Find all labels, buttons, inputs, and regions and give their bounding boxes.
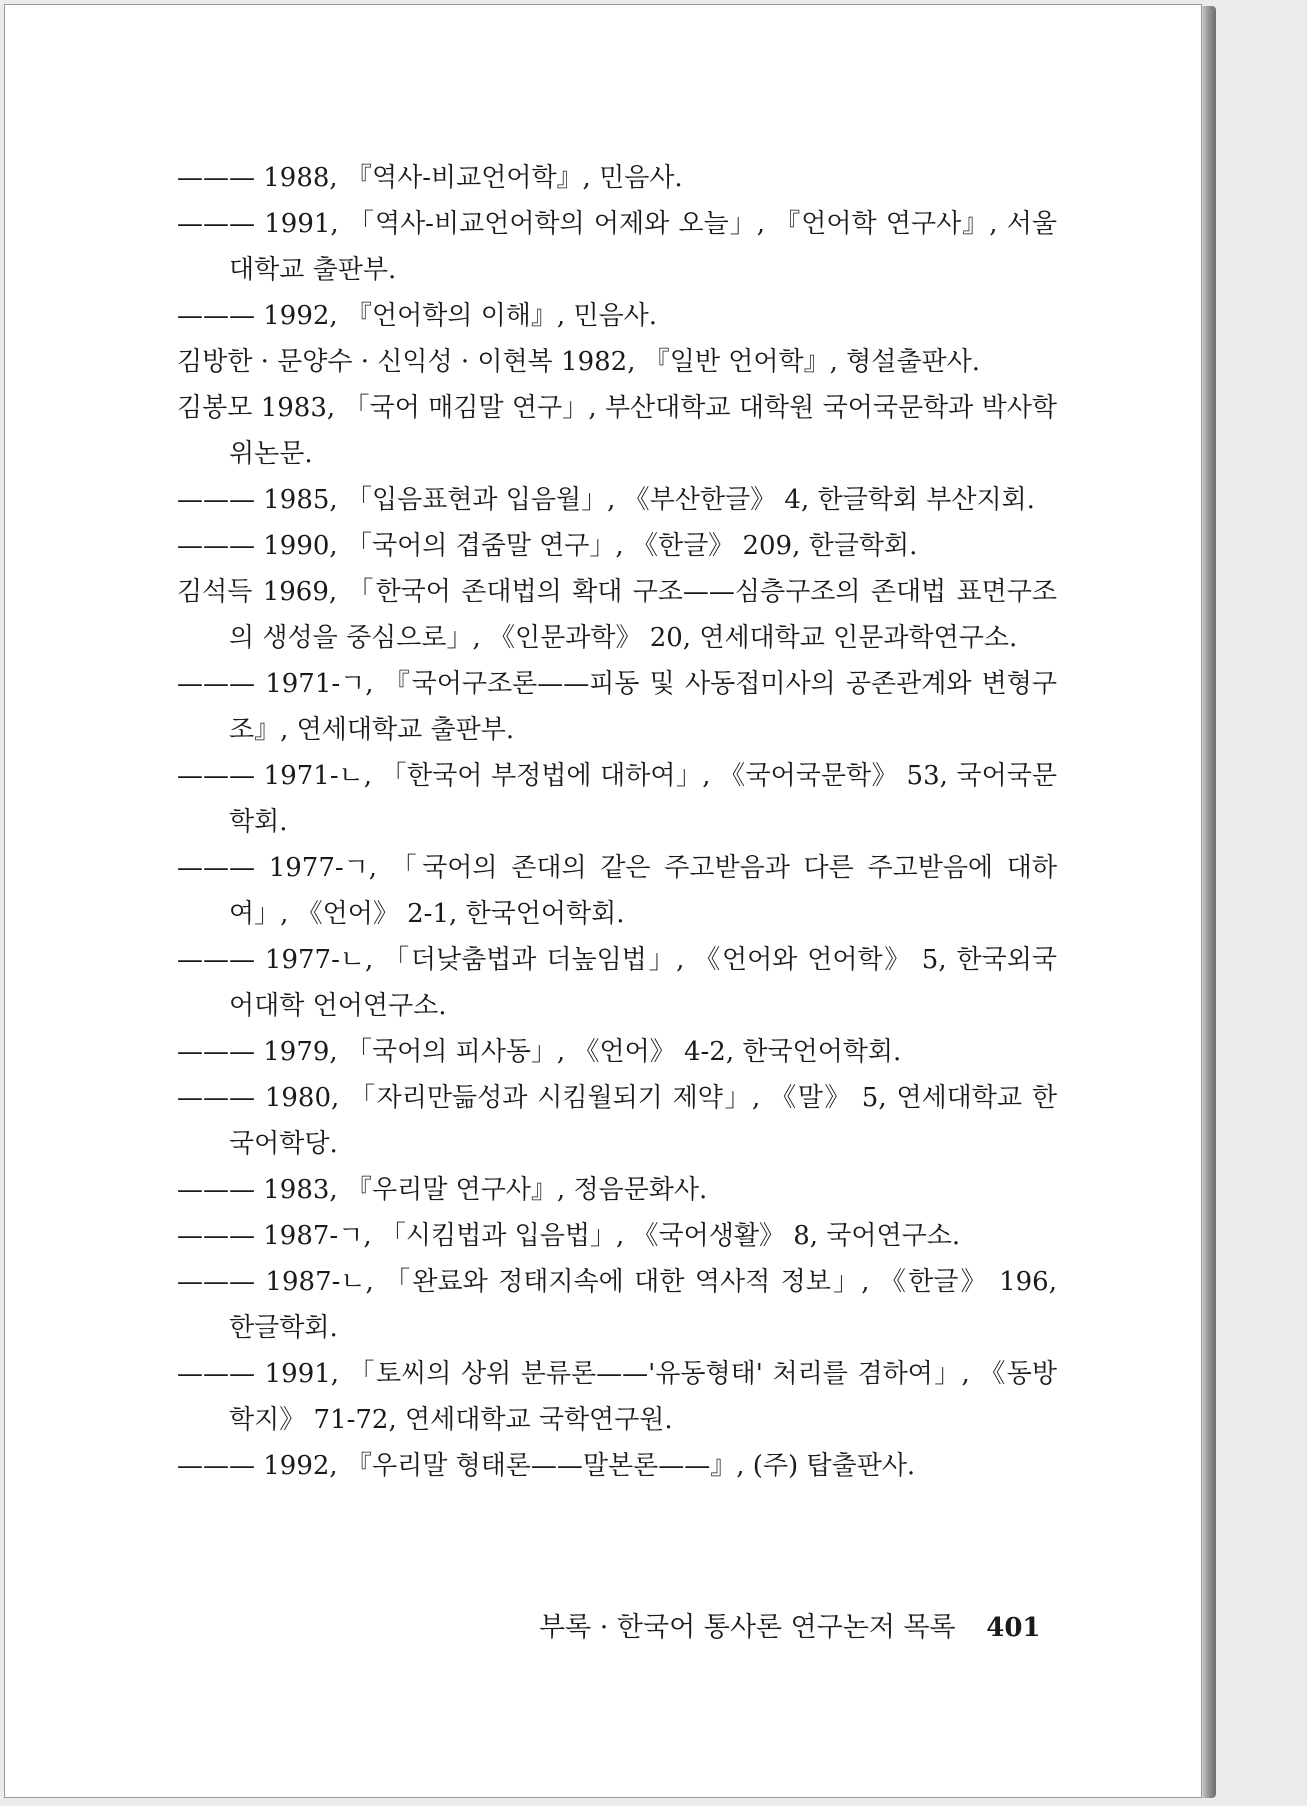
page-footer xyxy=(539,1605,1039,1644)
reference-entry: ——— 1977-ㄴ, 「더낮춤법과 더높임법」, 《언어와 언어학》 5, 한국외국어대학 언어연구소. xyxy=(177,945,1057,1021)
reference-entry: ——— 1988, 『역사-비교언어학』, 민음사. xyxy=(177,163,683,193)
page-edge-shadow xyxy=(1202,6,1216,1798)
reference-entry: ——— 1992, 『우리말 형태론——말본론——』, (주) 탑출판사. xyxy=(177,1451,916,1481)
reference-list xyxy=(177,155,1057,1489)
reference-entry: ——— 1983, 『우리말 연구사』, 정음문화사. xyxy=(177,1175,708,1205)
reference-entry: ——— 1991, 「역사-비교언어학의 어제와 오늘」, 『언어학 연구사』, 서울대학교 출판부. xyxy=(177,209,1057,285)
reference-entry: 김봉모 1983, 「국어 매김말 연구」, 부산대학교 대학원 국어국문학과 박사학위논문. xyxy=(177,393,1057,469)
reference-entry: ——— 1971-ㄴ, 「한국어 부정법에 대하여」, 《국어국문학》 53, 국어국문학회. xyxy=(177,761,1057,837)
reference-entry: ——— 1985, 「입음표현과 입음월」, 《부산한글》 4, 한글학회 부산지회. xyxy=(177,485,1035,515)
reference-entry: ——— 1971-ㄱ, 『국어구조론——피동 및 사동접미사의 공존관계와 변형구조』, 연세대학교 출판부. xyxy=(177,669,1057,745)
reference-entry: ——— 1977-ㄱ, 「국어의 존대의 같은 주고받음과 다른 주고받음에 대하여」, 《언어》 2-1, 한국언어학회. xyxy=(177,853,1057,929)
reference-entry: 김방한 · 문양수 · 신익성 · 이현복 1982, 『일반 언어학』, 형설출판사. xyxy=(177,347,980,377)
reference-entry: 김석득 1969, 「한국어 존대법의 확대 구조——심층구조의 존대법 표면구조의 생성을 중심으로」, 《인문과학》 20, 연세대학교 인문과학연구소. xyxy=(177,577,1057,653)
reference-entry: ——— 1987-ㄱ, 「시킴법과 입음법」, 《국어생활》 8, 국어연구소. xyxy=(177,1221,961,1251)
reference-entry: ——— 1987-ㄴ, 「완료와 정태지속에 대한 역사적 정보」, 《한글》 196, 한글학회. xyxy=(177,1267,1057,1343)
running-title: 부록 · 한국어 통사론 연구논저 목록 xyxy=(539,1612,956,1643)
reference-entry: ——— 1979, 「국어의 피사동」, 《언어》 4-2, 한국언어학회. xyxy=(177,1037,902,1067)
document-page xyxy=(4,4,1202,1798)
reference-entry: ——— 1991, 「토씨의 상위 분류론——'유동형태' 처리를 겸하여」, 《동방학지》 71-72, 연세대학교 국학연구원. xyxy=(177,1359,1057,1435)
reference-entry: ——— 1980, 「자리만듦성과 시킴월되기 제약」, 《말》 5, 연세대학교 한국어학당. xyxy=(177,1083,1057,1159)
reference-entry: ——— 1992, 『언어학의 이해』, 민음사. xyxy=(177,301,658,331)
page-number: 401 xyxy=(986,1613,1041,1643)
reference-entry: ——— 1990, 「국어의 겹줌말 연구」, 《한글》 209, 한글학회. xyxy=(177,531,918,561)
